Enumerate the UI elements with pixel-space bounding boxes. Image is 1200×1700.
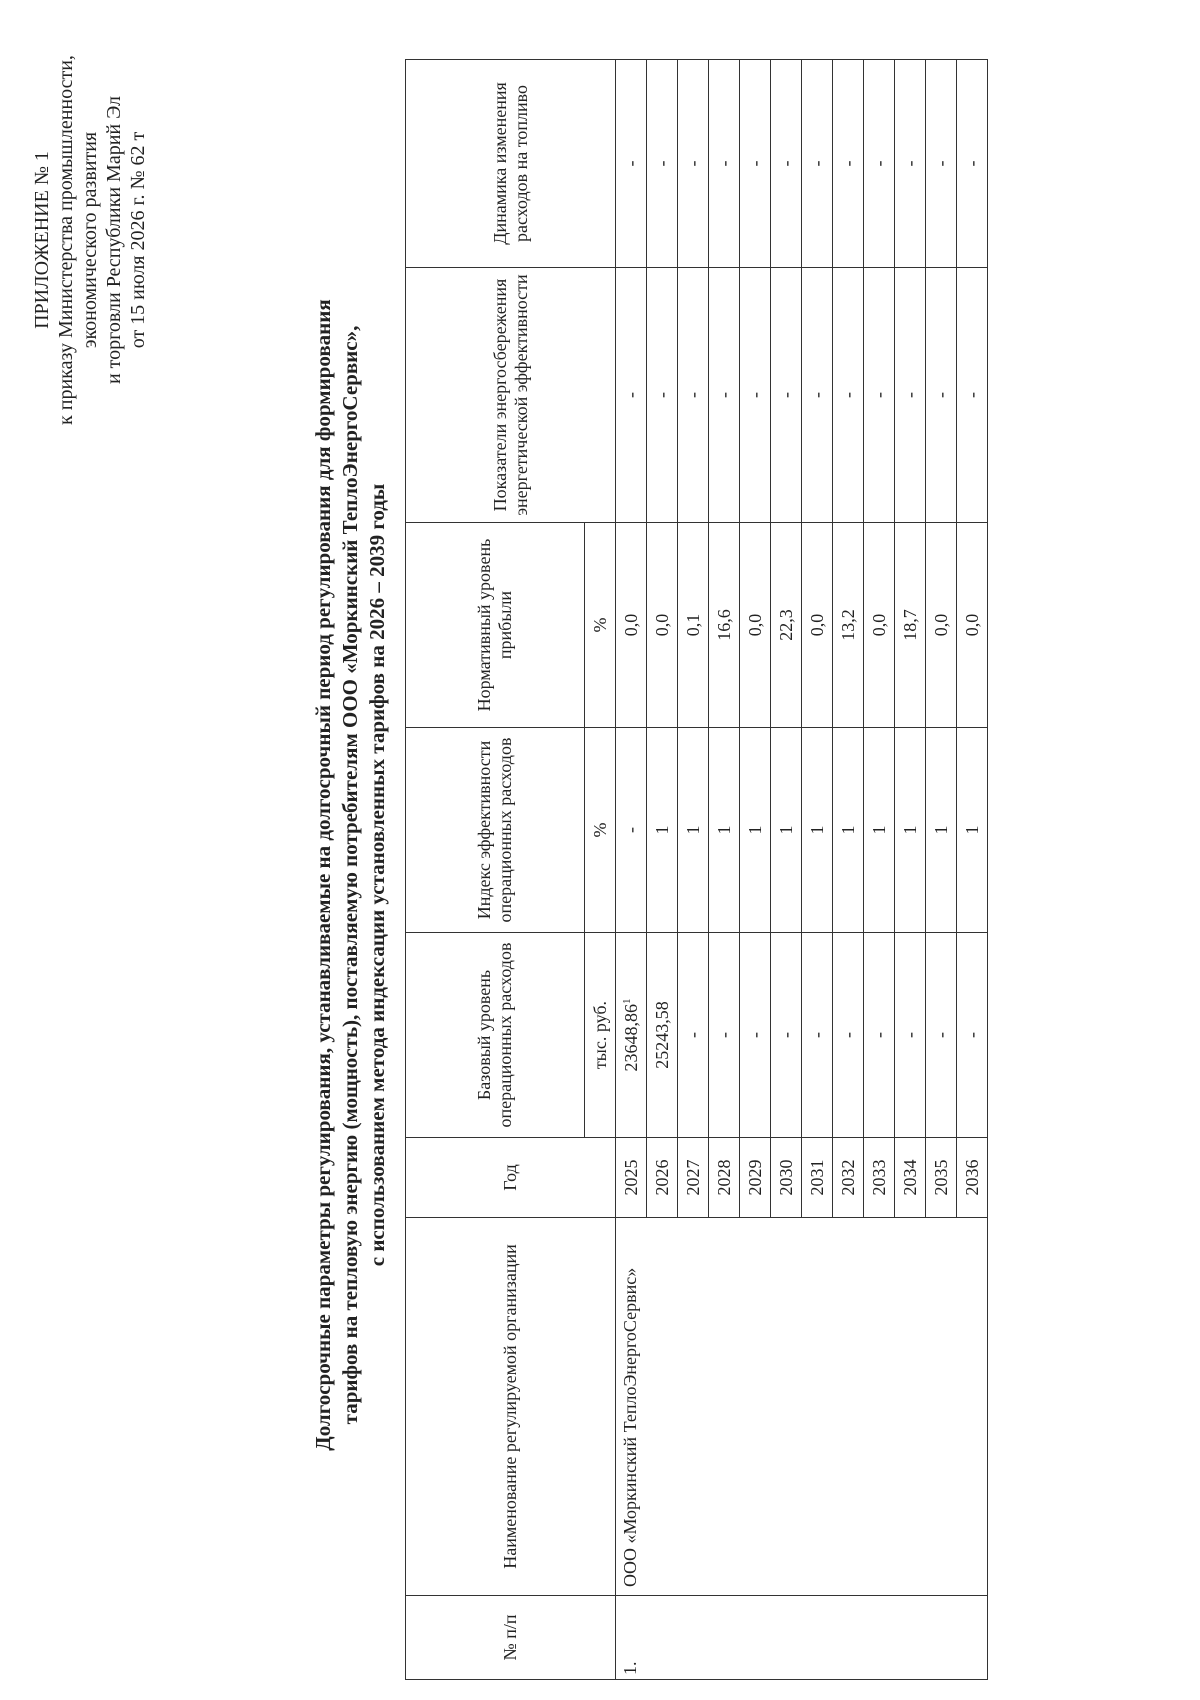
parameters-table bbox=[405, 59, 988, 1680]
cell-index: 1 bbox=[864, 728, 895, 933]
header-base: Базовый уровень операционных расходов bbox=[406, 933, 585, 1138]
cell-year: 2026 bbox=[647, 1138, 678, 1218]
cell-base: - bbox=[678, 933, 709, 1138]
cell-fuel: - bbox=[802, 60, 833, 268]
cell-base: - bbox=[864, 933, 895, 1138]
cell-energy: - bbox=[895, 268, 926, 523]
cell-year: 2029 bbox=[740, 1138, 771, 1218]
cell-fuel: - bbox=[864, 60, 895, 268]
cell-index: 1 bbox=[771, 728, 802, 933]
cell-profit: 0,0 bbox=[740, 523, 771, 728]
cell-fuel: - bbox=[740, 60, 771, 268]
cell-year: 2036 bbox=[957, 1138, 988, 1218]
cell-index: 1 bbox=[802, 728, 833, 933]
cell-base: - bbox=[771, 933, 802, 1138]
cell-index: 1 bbox=[833, 728, 864, 933]
cell-fuel: - bbox=[647, 60, 678, 268]
cell-year: 2034 bbox=[895, 1138, 926, 1218]
cell-profit: 0,0 bbox=[864, 523, 895, 728]
document-title bbox=[310, 70, 391, 1680]
footnote-mark: 1 bbox=[620, 998, 633, 1004]
cell-year: 2035 bbox=[926, 1138, 957, 1218]
cell-base: 25243,58 bbox=[647, 933, 678, 1138]
cell-fuel: - bbox=[678, 60, 709, 268]
cell-base bbox=[616, 933, 647, 1138]
cell-energy: - bbox=[678, 268, 709, 523]
cell-year: 2031 bbox=[802, 1138, 833, 1218]
cell-energy: - bbox=[957, 268, 988, 523]
cell-base: - bbox=[802, 933, 833, 1138]
cell-base: - bbox=[926, 933, 957, 1138]
cell-profit: 0,1 bbox=[678, 523, 709, 728]
cell-profit: 0,0 bbox=[802, 523, 833, 728]
unit-base: тыс. руб. bbox=[585, 933, 616, 1138]
cell-base: - bbox=[709, 933, 740, 1138]
cell-year: 2027 bbox=[678, 1138, 709, 1218]
cell-profit: 18,7 bbox=[895, 523, 926, 728]
cell-energy: - bbox=[864, 268, 895, 523]
cell-base: - bbox=[895, 933, 926, 1138]
row-number: 1. bbox=[616, 1596, 988, 1680]
cell-base: - bbox=[740, 933, 771, 1138]
header-year: Год bbox=[406, 1138, 616, 1218]
unit-profit: % bbox=[585, 523, 616, 728]
cell-fuel: - bbox=[957, 60, 988, 268]
cell-fuel: - bbox=[771, 60, 802, 268]
rotated-sheet bbox=[10, 10, 1170, 1700]
cell-energy: - bbox=[740, 268, 771, 523]
cell-index: 1 bbox=[678, 728, 709, 933]
cell-energy: - bbox=[771, 268, 802, 523]
title-line-3: с использованием метода индексации установленных тарифов на 2026 – 2039 годы bbox=[365, 483, 389, 1267]
cell-index: 1 bbox=[926, 728, 957, 933]
cell-year: 2030 bbox=[771, 1138, 802, 1218]
header-org: Наименование регулируемой организации bbox=[406, 1218, 616, 1596]
cell-energy: - bbox=[709, 268, 740, 523]
cell-profit: 22,3 bbox=[771, 523, 802, 728]
cell-index: 1 bbox=[895, 728, 926, 933]
cell-year: 2028 bbox=[709, 1138, 740, 1218]
cell-year: 2033 bbox=[864, 1138, 895, 1218]
cell-index: 1 bbox=[957, 728, 988, 933]
cell-profit: 0,0 bbox=[647, 523, 678, 728]
cell-base: - bbox=[957, 933, 988, 1138]
cell-index: 1 bbox=[647, 728, 678, 933]
cell-energy: - bbox=[616, 268, 647, 523]
cell-index: - bbox=[616, 728, 647, 933]
cell-profit: 0,0 bbox=[926, 523, 957, 728]
header-num: № п/п bbox=[406, 1596, 616, 1680]
title-line-1: Долгосрочные параметры регулирования, устанавливаемые на долгосрочный период регулирования для формирования bbox=[311, 299, 335, 1451]
appendix-ministry-line: экономического развития bbox=[79, 131, 101, 349]
header-index: Индекс эффективности операционных расходов bbox=[406, 728, 585, 933]
header-energy: Показатели энергосбережения энергетической эффективности bbox=[406, 268, 616, 523]
cell-fuel: - bbox=[709, 60, 740, 268]
organization-name: ООО «Моркинский ТеплоЭнергоСервис» bbox=[616, 1218, 988, 1596]
cell-energy: - bbox=[802, 268, 833, 523]
cell-energy: - bbox=[926, 268, 957, 523]
cell-energy: - bbox=[647, 268, 678, 523]
cell-base: - bbox=[833, 933, 864, 1138]
appendix-number: ПРИЛОЖЕНИЕ № 1 bbox=[31, 151, 53, 329]
appendix-date-line: от 15 июля 2026 г. № 62 т bbox=[127, 131, 149, 349]
cell-year: 2032 bbox=[833, 1138, 864, 1218]
cell-profit: 0,0 bbox=[616, 523, 647, 728]
cell-fuel: - bbox=[616, 60, 647, 268]
cell-fuel: - bbox=[833, 60, 864, 268]
header-profit: Нормативный уровень прибыли bbox=[406, 523, 585, 728]
cell-profit: 0,0 bbox=[957, 523, 988, 728]
unit-index: % bbox=[585, 728, 616, 933]
appendix-republic-line: и торговли Республики Марий Эл bbox=[103, 95, 125, 385]
table-row bbox=[616, 60, 647, 1680]
cell-energy: - bbox=[833, 268, 864, 523]
appendix-header bbox=[30, 20, 150, 460]
cell-index: 1 bbox=[709, 728, 740, 933]
cell-base-value: 23648,86 bbox=[620, 1004, 641, 1072]
cell-fuel: - bbox=[895, 60, 926, 268]
cell-profit: 13,2 bbox=[833, 523, 864, 728]
table-header-row bbox=[406, 60, 585, 1680]
cell-profit: 16,6 bbox=[709, 523, 740, 728]
appendix-order-line: к приказу Министерства промышленности, bbox=[55, 55, 77, 425]
cell-year: 2025 bbox=[616, 1138, 647, 1218]
cell-fuel: - bbox=[926, 60, 957, 268]
cell-index: 1 bbox=[740, 728, 771, 933]
title-line-2: тарифов на тепловую энергию (мощность), поставляемую потребителям ООО «Моркинский ТеплоЭнергоСервис», bbox=[338, 325, 362, 1425]
header-fuel: Динамика изменения расходов на топливо bbox=[406, 60, 616, 268]
